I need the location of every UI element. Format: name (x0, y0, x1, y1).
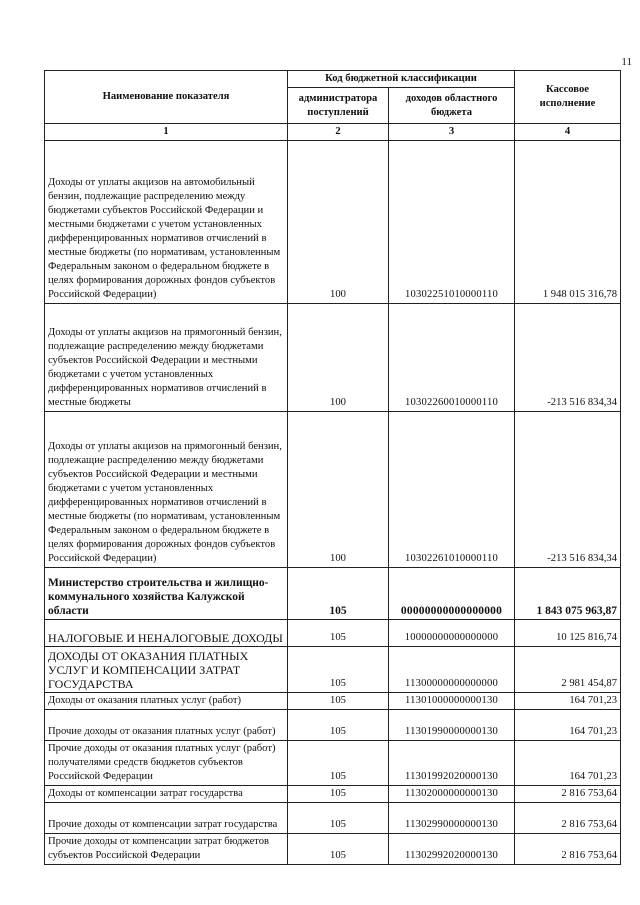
row-name: Прочие доходы от оказания платных услуг (работ) (45, 710, 288, 741)
row-admin-code: 100 (288, 412, 389, 568)
column-number: 4 (515, 124, 621, 141)
row-name: Прочие доходы от компенсации затрат бюджетов субъектов Российской Федерации (45, 834, 288, 865)
table-row (45, 786, 621, 803)
row-admin-code: 105 (288, 620, 389, 647)
page-number: 11 (621, 56, 632, 68)
budget-table (44, 70, 621, 865)
header-budget-code: Код бюджетной классификации (288, 71, 515, 88)
row-amount: -213 516 834,34 (515, 304, 621, 412)
column-number: 1 (45, 124, 288, 141)
table-row (45, 693, 621, 710)
row-admin-code: 105 (288, 568, 389, 620)
row-admin-code: 105 (288, 803, 389, 834)
row-income-code: 10302261010000110 (389, 412, 515, 568)
column-number: 3 (389, 124, 515, 141)
table-row (45, 141, 621, 304)
row-income-code: 11301990000000130 (389, 710, 515, 741)
row-amount: -213 516 834,34 (515, 412, 621, 568)
row-income-code: 11302000000000130 (389, 786, 515, 803)
row-income-code: 11300000000000000 (389, 647, 515, 693)
table-row (45, 741, 621, 786)
row-income-code: 11302992020000130 (389, 834, 515, 865)
row-income-code: 10000000000000000 (389, 620, 515, 647)
row-admin-code: 105 (288, 741, 389, 786)
row-name: ДОХОДЫ ОТ ОКАЗАНИЯ ПЛАТНЫХ УСЛУГ И КОМПЕНСАЦИИ ЗАТРАТ ГОСУДАРСТВА (45, 647, 288, 693)
row-name: Доходы от компенсации затрат государства (45, 786, 288, 803)
header-cash: Кассовое исполнение (515, 71, 621, 124)
row-income-code: 10302260010000110 (389, 304, 515, 412)
row-amount: 1 948 015 316,78 (515, 141, 621, 304)
row-name: Прочие доходы от компенсации затрат государства (45, 803, 288, 834)
row-admin-code: 100 (288, 304, 389, 412)
row-amount: 164 701,23 (515, 710, 621, 741)
row-amount: 2 816 753,64 (515, 803, 621, 834)
row-amount: 2 816 753,64 (515, 786, 621, 803)
table-row (45, 710, 621, 741)
row-income-code: 00000000000000000 (389, 568, 515, 620)
table-row (45, 803, 621, 834)
table-row (45, 620, 621, 647)
row-income-code: 10302251010000110 (389, 141, 515, 304)
row-admin-code: 105 (288, 647, 389, 693)
row-name: Доходы от уплаты акцизов на прямогонный бензин, подлежащие распределению между бюджетами субъектов Российской Федерации и местными бюджетами с учетом установленных дифференцированных нормативов отчислений в местные бюджеты (по нормативам, установленным Федеральным законом о федеральном бюджете в целях формирования дорожных фондов субъектов Российской Федерации) (45, 412, 288, 568)
row-income-code: 11302990000000130 (389, 803, 515, 834)
header-name: Наименование показателя (45, 71, 288, 124)
table-row (45, 412, 621, 568)
row-admin-code: 105 (288, 693, 389, 710)
row-income-code: 11301992020000130 (389, 741, 515, 786)
row-name: НАЛОГОВЫЕ И НЕНАЛОГОВЫЕ ДОХОДЫ (45, 620, 288, 647)
row-admin-code: 105 (288, 834, 389, 865)
row-admin-code: 100 (288, 141, 389, 304)
row-amount: 164 701,23 (515, 693, 621, 710)
row-admin-code: 105 (288, 710, 389, 741)
row-name: Доходы от уплаты акцизов на прямогонный бензин, подлежащие распределению между бюджетами субъектов Российской Федерации и местными бюджетами с учетом установленных дифференцированных нормативов отчислений в местные бюджеты (45, 304, 288, 412)
row-name: Доходы от оказания платных услуг (работ) (45, 693, 288, 710)
header-administrator: администратора поступлений (288, 88, 389, 124)
row-amount: 10 125 816,74 (515, 620, 621, 647)
row-amount: 2 816 753,64 (515, 834, 621, 865)
row-name: Доходы от уплаты акцизов на автомобильный бензин, подлежащие распределению между бюджетами субъектов Российской Федерации и местными бюджетами с учетом установленных дифференцированных нормативов отчислений в местные бюджеты (по нормативам, установленным Федеральным законом о федеральном бюджете в целях формирования дорожных фондов субъектов Российской Федерации) (45, 141, 288, 304)
table-row (45, 304, 621, 412)
row-amount: 1 843 075 963,87 (515, 568, 621, 620)
table-row (45, 834, 621, 865)
row-amount: 2 981 454,87 (515, 647, 621, 693)
row-name: Прочие доходы от оказания платных услуг (работ) получателями средств бюджетов субъектов Российской Федерации (45, 741, 288, 786)
row-income-code: 11301000000000130 (389, 693, 515, 710)
row-amount: 164 701,23 (515, 741, 621, 786)
table-row (45, 568, 621, 620)
header-income: доходов областного бюджета (389, 88, 515, 124)
column-number: 2 (288, 124, 389, 141)
row-admin-code: 105 (288, 786, 389, 803)
row-name: Министерство строительства и жилищно-коммунального хозяйства Калужской области (45, 568, 288, 620)
table-row (45, 647, 621, 693)
